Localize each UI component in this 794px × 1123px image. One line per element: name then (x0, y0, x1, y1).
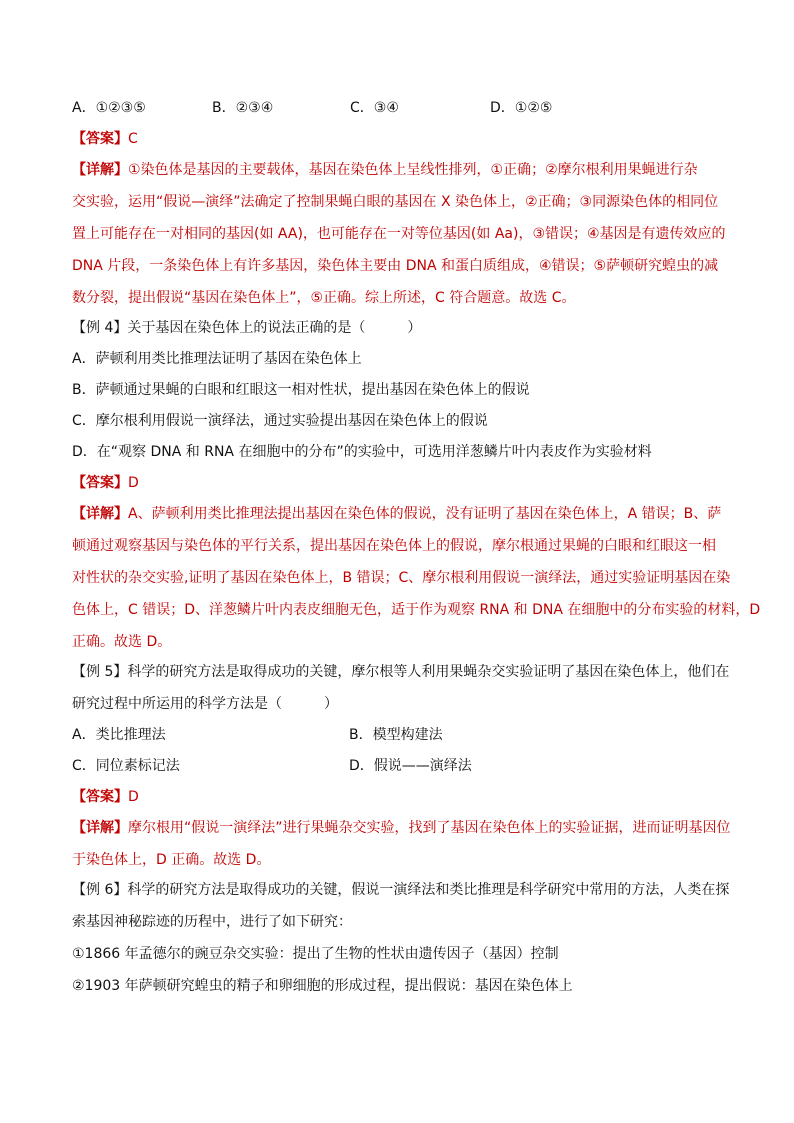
detail-tag: 【详解】 (72, 162, 128, 178)
detail-line: A、萨顿利用类比推理法提出基因在染色体的假说，没有证明了基因在染色体上，A 错误；B、萨 (128, 506, 722, 522)
q5-options-row (72, 756, 732, 776)
q3-options (72, 98, 732, 118)
detail-line: 数分裂，提出假说“基因在染色体上”，⑤正确。综上所述，C 符合题意。故选 C。 (72, 290, 576, 306)
q4-stem: 【例 4】关于基因在染色体上的说法正确的是（ ） (72, 320, 422, 336)
answer-tag: 【答案】 (72, 475, 128, 491)
q5-answer (72, 787, 732, 807)
q3-option-a: A．①②③⑤ (72, 100, 146, 116)
answer-value: D (128, 475, 139, 491)
q5-stem-line: 研究过程中所运用的科学方法是（ ） (72, 696, 338, 712)
detail-tag: 【详解】 (72, 820, 128, 836)
q6-stem-line: ②1903 年萨顿研究蝗虫的精子和卵细胞的形成过程，提出假说：基因在染色体上 (72, 978, 573, 994)
detail-line: 交实验，运用“假说—演绎”法确定了控制果蝇白眼的基因在 X 染色体上，②正确；③同源染色体的相同位 (72, 194, 719, 210)
q5-option-b: B．模型构建法 (349, 727, 443, 743)
detail-line: 色体上，C 错误；D、洋葱鳞片叶内表皮细胞无色，适于作为观察 RNA 和 DNA 在细胞中的分布实验的材料，D (72, 602, 761, 618)
q3-answer (72, 129, 732, 149)
detail-line: 对性状的杂交实验,证明了基因在染色体上，B 错误；C、摩尔根利用假说一演绎法，通过实验证明基因在染 (72, 570, 731, 586)
answer-tag: 【答案】 (72, 131, 128, 147)
q6-stem-line: ①1866 年孟德尔的豌豆杂交实验：提出了生物的性状由遗传因子（基因）控制 (72, 946, 559, 962)
q5-detail (72, 818, 732, 870)
q4-option-d: D．在“观察 DNA 和 RNA 在细胞中的分布”的实验中，可选用洋葱鳞片叶内表皮作为实验材料 (72, 444, 652, 460)
answer-tag: 【答案】 (72, 789, 128, 805)
q3-option-c: C．③④ (350, 100, 399, 116)
q3-option-d: D．①②⑤ (490, 100, 553, 116)
detail-line: ①染色体是基因的主要载体，基因在染色体上呈线性排列，①正确；②摩尔根利用果蝇进行杂 (128, 162, 698, 178)
detail-tag: 【详解】 (72, 506, 128, 522)
q3-detail (72, 160, 732, 308)
q4-option-a: A．萨顿利用类比推理法证明了基因在染色体上 (72, 351, 362, 367)
detail-line: 于染色体上，D 正确。故选 D。 (72, 852, 271, 868)
q6-stem-line: 索基因神秘踪迹的历程中，进行了如下研究： (72, 914, 352, 930)
q4-answer (72, 473, 732, 493)
q5-option-d: D．假说——演绎法 (349, 758, 472, 774)
q4-option-c: C．摩尔根利用假说一演绎法，通过实验提出基因在染色体上的假说 (72, 413, 488, 429)
q5-stem-line: 【例 5】科学的研究方法是取得成功的关键，摩尔根等人利用果蝇杂交实验证明了基因在染色体上，他们在 (72, 664, 730, 680)
detail-line: 顿通过观察基因与染色体的平行关系，提出基因在染色体上的假说，摩尔根通过果蝇的白眼和红眼这一相 (72, 538, 716, 554)
q4-option-b: B．萨顿通过果蝇的白眼和红眼这一相对性状，提出基因在染色体上的假说 (72, 382, 530, 398)
q5-option-a: A．类比推理法 (72, 727, 166, 743)
document-page (72, 98, 761, 996)
q4-detail (72, 504, 761, 652)
q6-stem-line: 【例 6】科学的研究方法是取得成功的关键，假说一演绎法和类比推理是科学研究中常用的方法，人类在探 (72, 882, 730, 898)
answer-value: D (128, 789, 139, 805)
detail-line: 正确。故选 D。 (72, 634, 172, 650)
q3-option-b: B．②③④ (212, 100, 274, 116)
q5-options-row (72, 725, 732, 745)
detail-line: 摩尔根用“假说一演绎法”进行果蝇杂交实验，找到了基因在染色体上的实验证据，进而证明基因位 (128, 820, 731, 836)
detail-line: 置上可能存在一对相同的基因(如 AA)，也可能存在一对等位基因(如 Aa)，③错误；④基因是有遗传效应的 (72, 226, 726, 242)
answer-value: C (128, 131, 138, 147)
q5-option-c: C．同位素标记法 (72, 758, 180, 774)
detail-line: DNA 片段，一条染色体上有许多基因，染色体主要由 DNA 和蛋白质组成，④错误；⑤萨顿研究蝗虫的减 (72, 258, 719, 274)
